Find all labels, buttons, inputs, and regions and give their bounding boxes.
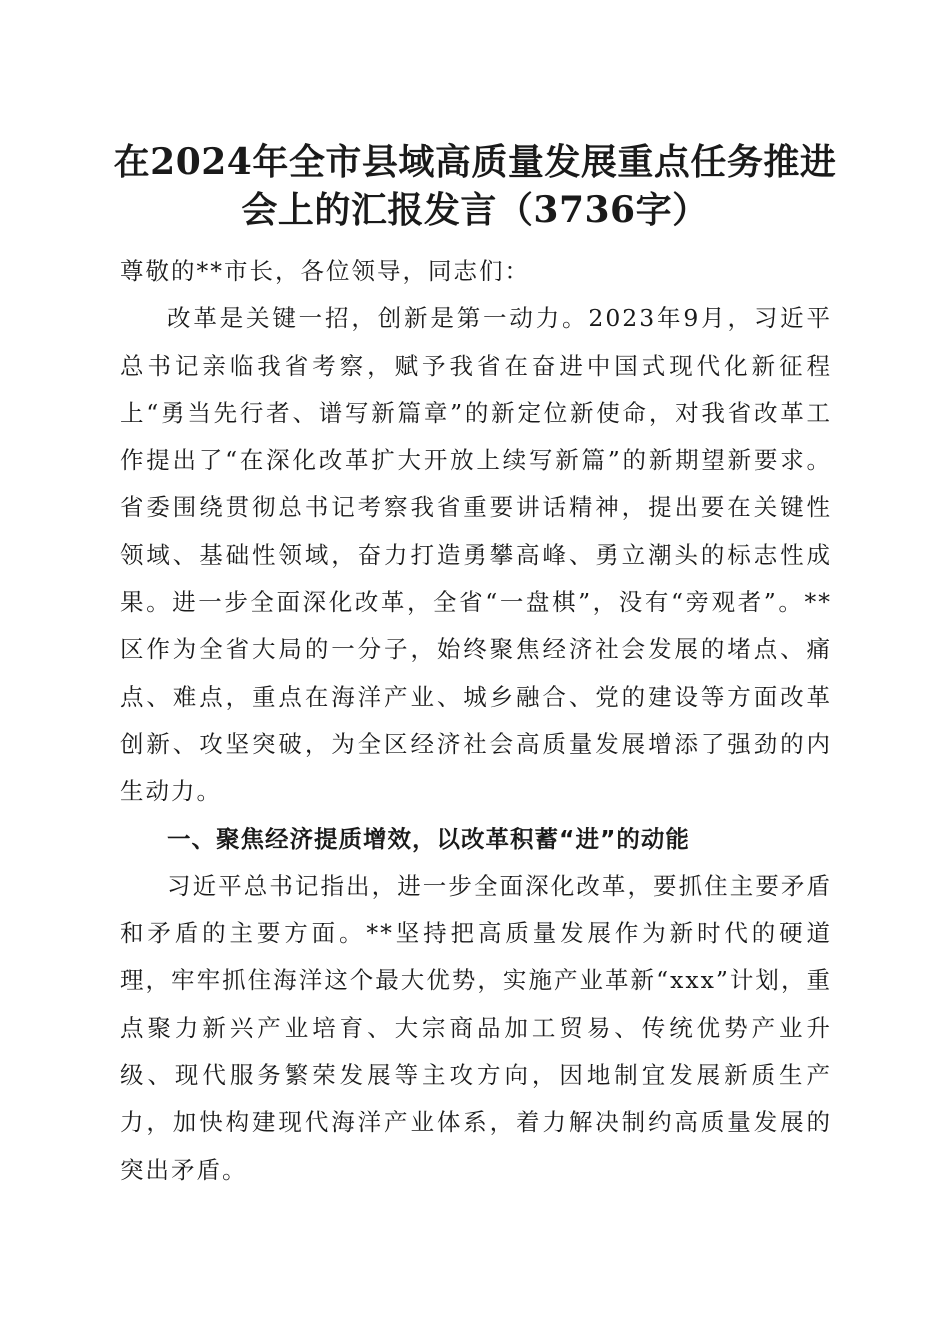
document-body xyxy=(120,248,832,1194)
title-line-1: 在2024年全市县域高质量发展重点任务推进 xyxy=(113,141,837,183)
section-heading-1: 一、聚焦经济提质增效，以改革积蓄“进”的动能 xyxy=(167,824,690,853)
document-title xyxy=(100,138,850,234)
title-line-2: 会上的汇报发言（3736字） xyxy=(241,189,709,231)
salutation: 尊敬的**市长，各位领导，同志们： xyxy=(120,257,530,285)
paragraph-section-1: 习近平总书记指出，进一步全面深化改革，要抓住主要矛盾和矛盾的主要方面。**坚持把高质量发展作为新时代的硬道理，牢牢抓住海洋这个最大优势，实施产业革新“xxx”计划，重点聚力新兴产业培育、大宗商品加工贸易、传统优势产业升级、现代服务繁荣发展等主攻方向，因地制宜发展新质生产力，加快构建现代海洋产业体系，着力解决制约高质量发展的突出矛盾。 xyxy=(120,871,832,1184)
paragraph-intro: 改革是关键一招，创新是第一动力。2023年9月，习近平总书记亲临我省考察，赋予我省在奋进中国式现代化新征程上“勇当先行者、谱写新篇章”的新定位新使命，对我省改革工作提出了“在深化改革扩大开放上续写新篇”的新期望新要求。省委围绕贯彻总书记考察我省重要讲话精神，提出要在关键性领域、基础性领域，奋力打造勇攀高峰、勇立潮头的标志性成果。进一步全面深化改革，全省“一盘棋”，没有“旁观者”。**区作为全省大局的一分子，始终聚焦经济社会发展的堵点、痛点、难点，重点在海洋产业、城乡融合、党的建设等方面改革创新、攻坚突破，为全区经济社会高质量发展增添了强劲的内生动力。 xyxy=(120,304,832,806)
